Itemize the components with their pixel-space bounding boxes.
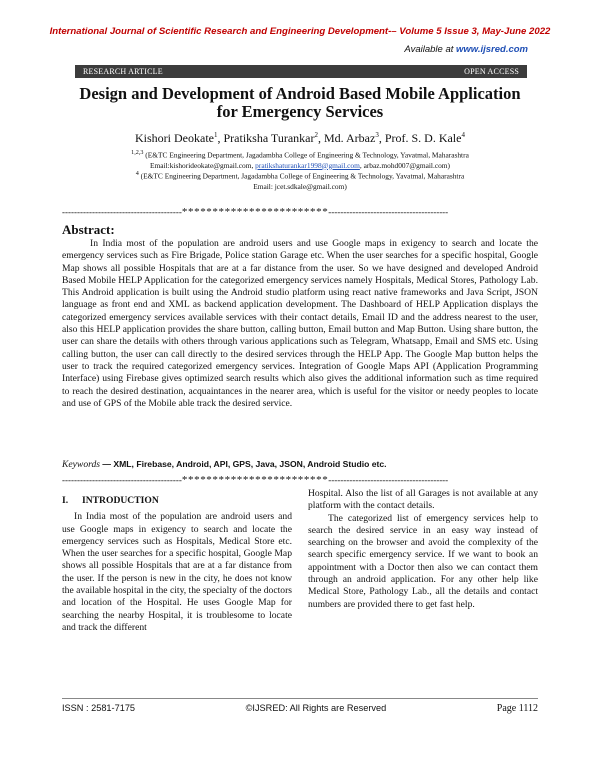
affiliation-sup: 4 — [135, 171, 139, 177]
author-name: Kishori Deokate — [135, 131, 214, 145]
author-list: Kishori Deokate$^1$, Pratiksha Turankar$^2$, Md. Arbaz$^3$, Prof. S. D. Kale$^4$ — [135, 131, 465, 145]
separator-bottom — [62, 474, 538, 486]
intro-paragraph-1: In India most of the population are android users and use Google maps in exigency to search and locate the emergency services such as Hospitals, Medical Store etc. When the user searches for a specific hospital, Google Map shows all possible Hospitals that are at a far distance from the user. If the person is new in the city, he does not know the available hospital in the city, the specialty of the doctors and location of the Hospital. He uses Google Map for searching the nearby Hospital, it is troublesome to locate and track the different — [62, 511, 292, 633]
affiliation-sup: 1,2,3 — [131, 150, 144, 156]
section-title: INTRODUCTION — [82, 495, 159, 506]
abstract-body: In India most of the population are android users and use Google maps in exigency to search and locate the emergency services such as Fire Brigade, Police station Garage etc. When the user searches for a specific hospital, Google Map shows all possible Hospitals that are at a far distance from the user. So we have designed and developed Android Based Mobile HELP Application for the categorized emergency services namely Hospitals, Medical Stores, Pathology Lab. This Android application is built using the Android studio platform using react native frameworks and Java Script, JSON language as front end and XML as backend application development. The Dashboard of HELP Application displays the categorized emergency services available services with their contact details, Email ID and the address nearest to the user, also this HELP application provides the share button, calling button, Email button and Map Button. Using share button, the user can share the details with others through various applications such as Telegram, Whatsapp, Email and SMS etc. Using calling button, the user can call directly to the desired services through the HELP App. The Google Map button helps the user to track the required categorized emergency services. Integration of Google Maps API (Application Programming Interface) using Firebase gives optimized search results which also gives the additional information such as time required to reach the desired destination, acquaintances in the nearer area, which is useful for the visitor or needy peoples to locate and use of GPS of the Mobile able track the desired service. — [62, 238, 538, 409]
journal-url-link[interactable]: www.ijsred.com — [456, 44, 528, 55]
author-name: Prof. S. D. Kale — [384, 131, 462, 145]
affiliation-text: (E&TC Engineering Department, Jagadambha College of Engineering & Technology, Yavatmal, Maharashtra — [138, 171, 465, 181]
page-footer — [62, 703, 538, 714]
separator-dashes: ---------------------------------------- — [62, 475, 182, 485]
affiliation-block-2 — [60, 169, 540, 192]
right-column — [308, 488, 538, 611]
author-sup: 3 — [375, 131, 379, 139]
paper-title — [60, 85, 540, 121]
intro-paragraph-2: The categorized list of emergency services help to search the desired service in an easy way instead of searching on the browser and avoid the complexity of the search specific emergency service. If we want to book an appointment with a Doctor then also we can contact them through an android application. For any other help like Medical Store, Pathology Lab., all the details and contact numbers are provided there to get fast help. — [308, 512, 538, 610]
issn-label: ISSN : 2581-7175 — [62, 703, 136, 713]
article-type-bar — [75, 65, 527, 78]
author-name: Md. Arbaz — [323, 131, 376, 145]
separator-stars: ************************ — [181, 206, 329, 218]
email-link[interactable]: pratikshaturankar1998@gmail.com — [255, 160, 360, 170]
separator-dashes: ---------------------------------------- — [62, 207, 182, 217]
separator-dashes: ---------------------------------------- — [328, 475, 449, 485]
author-sup: 2 — [314, 131, 318, 139]
affiliation-text: (E&TC Engineering Department, Jagadambha College of Engineering & Technology, Yavatmal, Maharashtra — [143, 150, 469, 160]
intro-paragraph-1-continued: Hospital. Also the list of all Garages is not available at any platform with the contact details. — [308, 488, 538, 512]
email-address: arbaz.mohd007@gmail.com) — [363, 160, 450, 170]
journal-header: International Journal of Scientific Research and Engineering Development-– Volume 5 Issue 3, May-June 2022 — [49, 26, 551, 37]
separator-dashes: ---------------------------------------- — [328, 207, 449, 217]
keywords-dash: — — [100, 459, 114, 469]
keywords-label: Keywords — [62, 459, 101, 470]
keywords-line — [62, 459, 538, 470]
author-sup: 1 — [213, 131, 218, 139]
affiliation-block-1: $^{1,2,3}$ (E&TC Engineering Department, Jagadambha College of Engineering & Technology, Yavatmal, Maharashtra Email:kishorideokate@gmail.com, pratikshaturankar1998@gmail.com, arbaz.mohd007@gmail.com) — [131, 150, 469, 170]
keywords-values: XML, Firebase, Android, API, GPS, Java, JSON, Android Studio etc. — [113, 459, 387, 469]
section-heading-introduction — [62, 488, 292, 507]
author-name: Pratiksha Turankar — [223, 131, 315, 145]
email-address: kishorideokate@gmail.com — [169, 160, 252, 170]
title-line-1: Design and Development of Android Based Mobile Application — [79, 84, 521, 103]
available-at-label: Available at — [404, 44, 454, 55]
article-type-label: RESEARCH ARTICLE — [83, 67, 163, 76]
page-number: Page 1112 — [496, 703, 538, 714]
section-number: I. — [62, 495, 69, 506]
abstract-heading: Abstract: — [62, 222, 115, 237]
email-prefix: Email: — [150, 160, 170, 170]
separator-top — [62, 206, 538, 218]
left-column — [62, 488, 292, 634]
email-address: Email: jcet.sdkale@gmail.com) — [253, 181, 347, 191]
rights-label: ©IJSRED: All Rights are Reserved — [245, 703, 387, 713]
separator-stars: ************************ — [181, 474, 329, 486]
availability-line — [404, 44, 528, 55]
title-line-2: for Emergency Services — [216, 102, 384, 121]
footer-divider — [62, 698, 538, 699]
open-access-label: OPEN ACCESS — [464, 67, 519, 76]
author-sup: 4 — [461, 131, 465, 139]
